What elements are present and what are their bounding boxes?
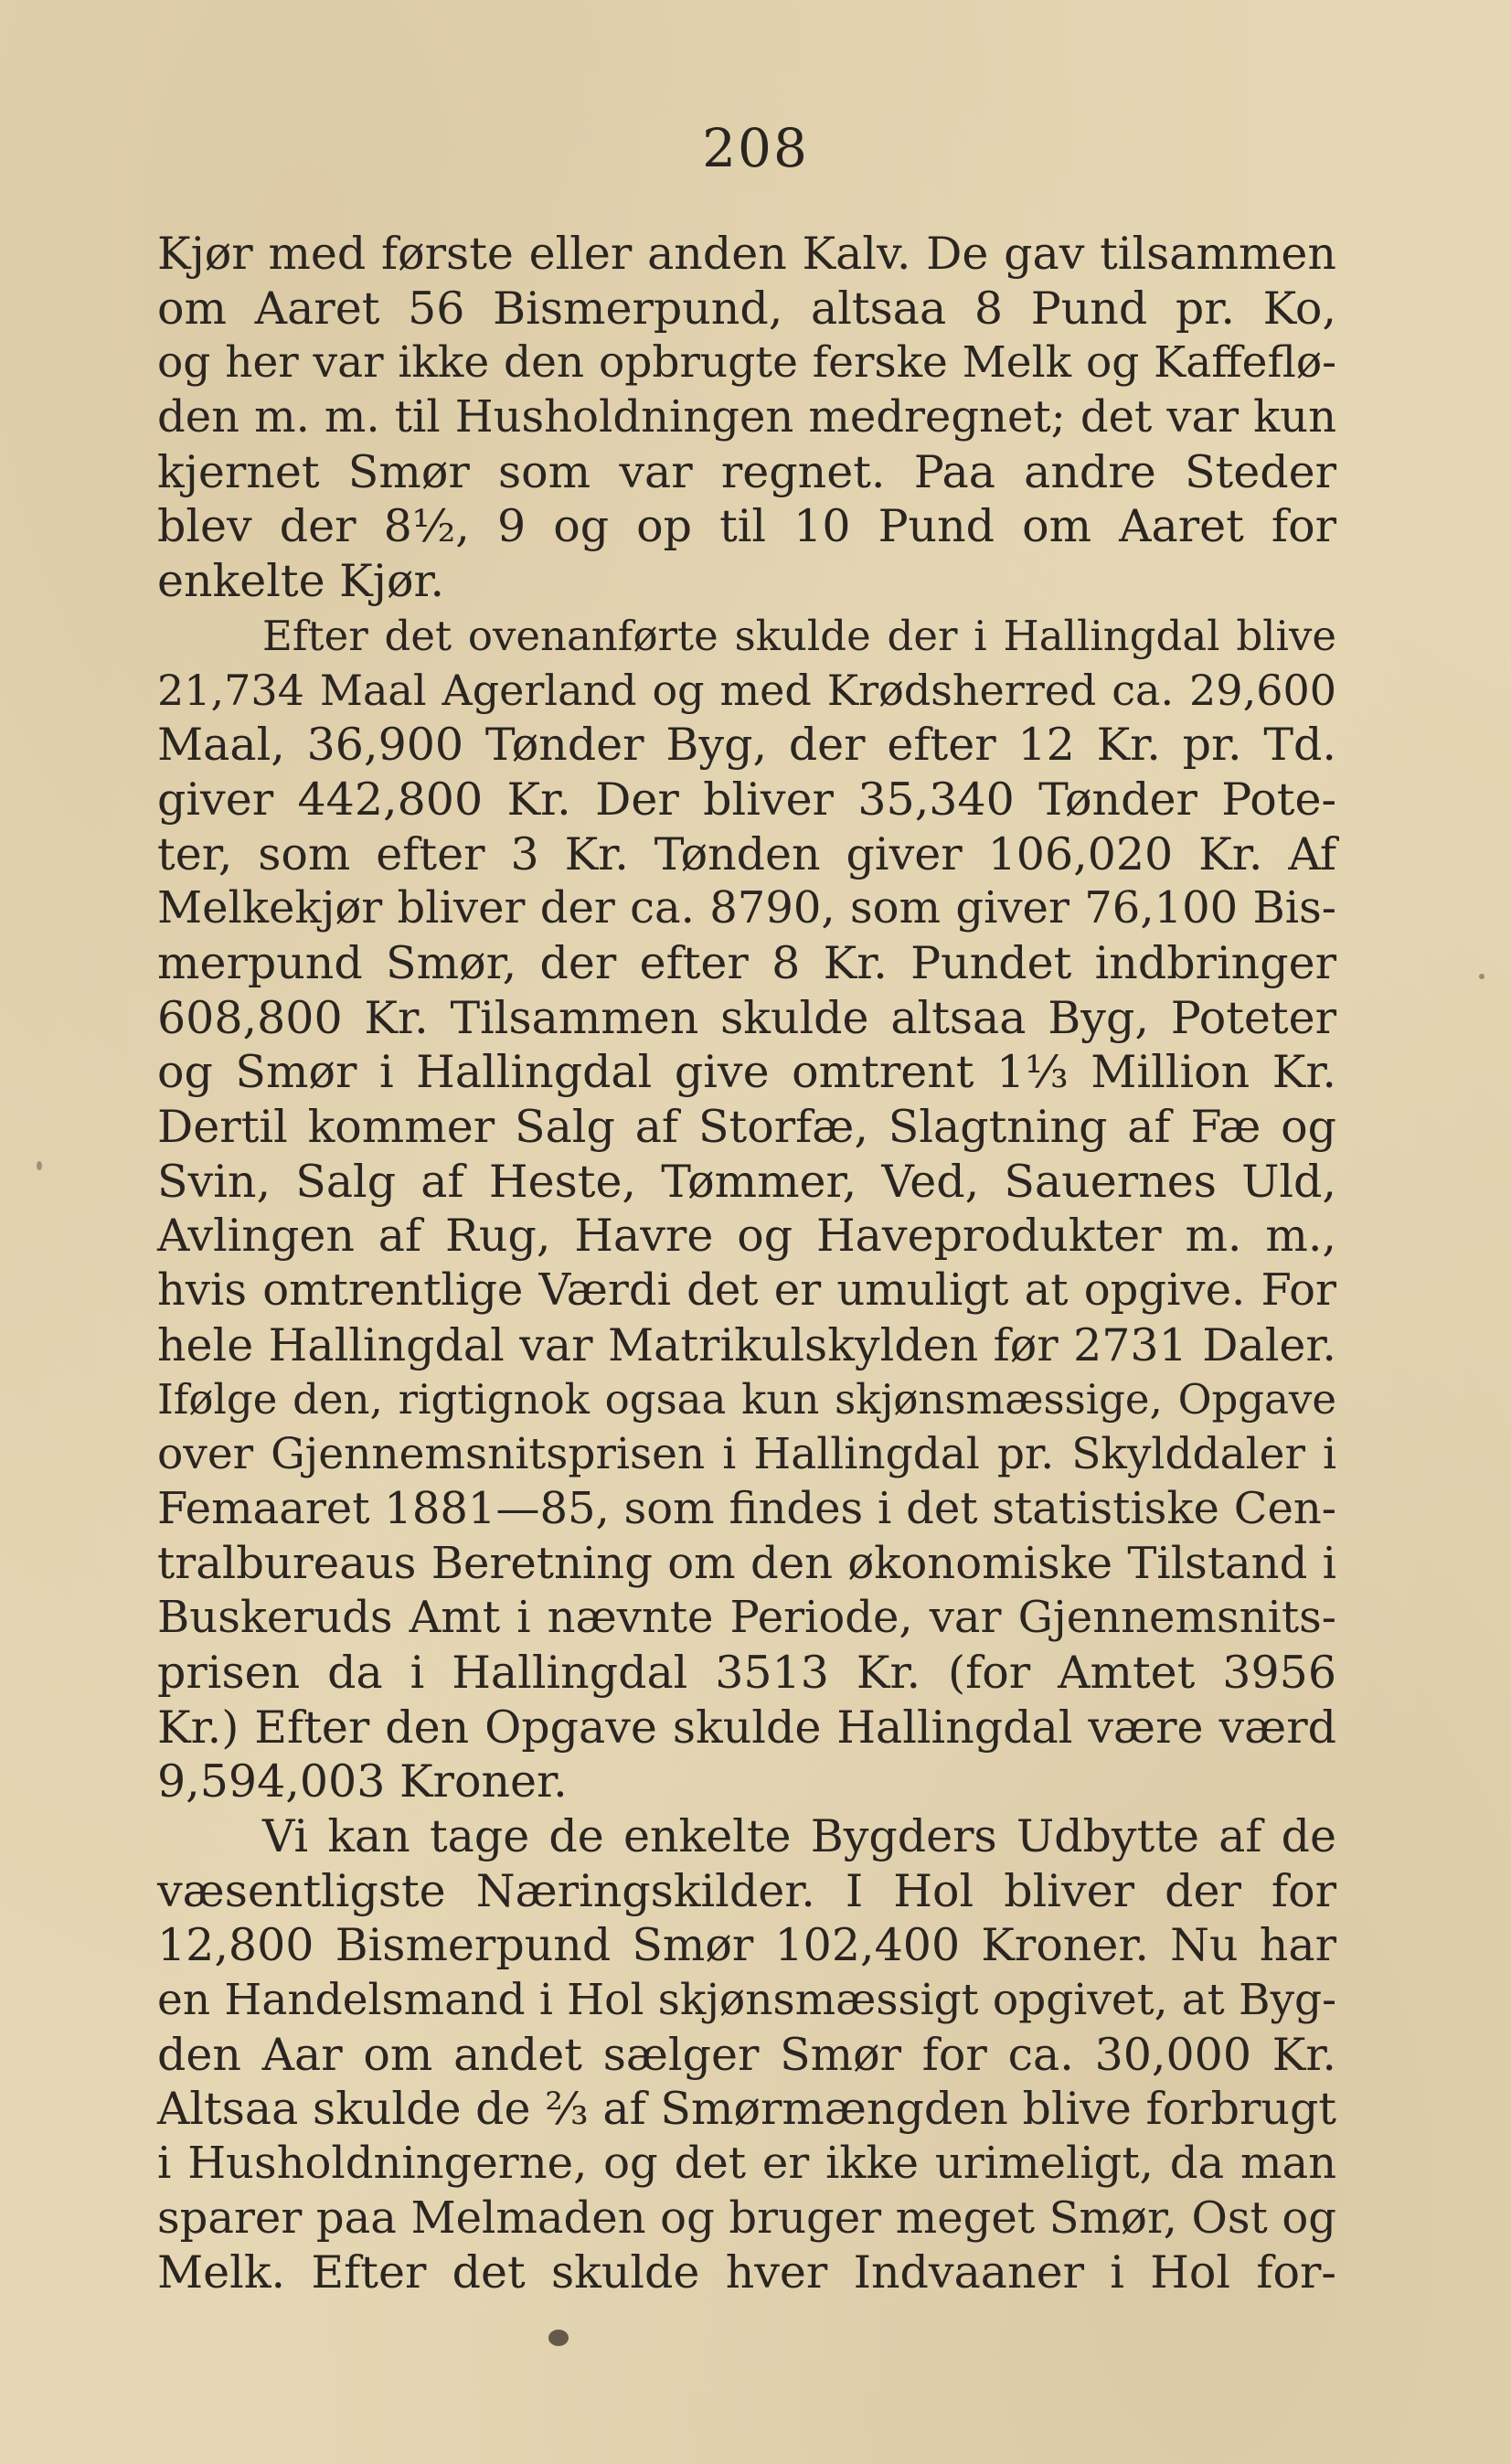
- text-line: Dertil kommer Salg af Storfæ, Slagtning af Fæ og: [157, 1101, 1336, 1153]
- text-line: 9,594,003 Kroner.: [157, 1755, 568, 1808]
- text-line: merpund Smør, der efter 8 Kr. Pundet indbringer: [157, 936, 1336, 989]
- text-line: sparer paa Melmaden og bruger meget Smør, Ost og: [157, 2192, 1336, 2244]
- text-line: Kr.) Efter den Opgave skulde Hallingdal være værd: [157, 1701, 1336, 1754]
- text-line: over Gjennemsnitsprisen i Hallingdal pr. Skylddaler i: [157, 1429, 1336, 1480]
- text-line: den Aar om andet sælger Smør for ca. 30,000 Kr.: [157, 2028, 1336, 2081]
- text-line: enkelte Kjør.: [157, 555, 445, 608]
- text-line: Svin, Salg af Heste, Tømmer, Ved, Sauernes Uld,: [157, 1155, 1336, 1208]
- text-line: ter, som efter 3 Kr. Tønden giver 106,020 Kr. Af: [157, 827, 1336, 880]
- text-line: i Husholdningerne, og det er ikke urimeligt, da man: [157, 2138, 1336, 2190]
- text-line: Melkekjør bliver der ca. 8790, som giver 76,100 Bis-: [157, 882, 1336, 934]
- text-line: prisen da i Hallingdal 3513 Kr. (for Amtet 3956: [157, 1646, 1336, 1699]
- text-line: Kjør med første eller anden Kalv. De gav tilsammen: [157, 228, 1336, 280]
- text-line: 12,800 Bismerpund Smør 102,400 Kroner. Nu har: [157, 1919, 1336, 1972]
- text-line: hele Hallingdal var Matrikulskylden før 2731 Daler.: [157, 1318, 1336, 1371]
- text-line: kjernet Smør som var regnet. Paa andre Steder: [157, 445, 1336, 498]
- text-line: 608,800 Kr. Tilsammen skulde altsaa Byg, Poteter: [157, 991, 1336, 1044]
- text-line: Vi kan tage de enkelte Bygders Udbytte af de: [262, 1809, 1336, 1862]
- text-line: tralbureaus Beretning om den økonomiske Tilstand i: [157, 1537, 1336, 1589]
- text-line: en Handelsmand i Hol skjønsmæssigt opgivet, at Byg-: [157, 1975, 1336, 2025]
- text-line: den m. m. til Husholdningen medregnet; det var kun: [157, 391, 1336, 443]
- text-line: Avlingen af Rug, Havre og Haveprodukter m. m.,: [157, 1210, 1336, 1263]
- text-line: Melk. Efter det skulde hver Indvaaner i Hol for-: [157, 2246, 1336, 2299]
- text-line: hvis omtrentlige Værdi det er umuligt at opgive. For: [157, 1264, 1336, 1317]
- text-line: Efter det ovenanførte skulde der i Hallingdal blive: [262, 611, 1336, 660]
- text-line: Maal, 36,900 Tønder Byg, der efter 12 Kr. pr. Td.: [157, 719, 1336, 772]
- ink-speck: [548, 2330, 569, 2346]
- text-line: giver 442,800 Kr. Der bliver 35,340 Tønder Pote-: [157, 773, 1336, 826]
- text-line: Altsaa skulde de ⅔ af Smørmængden blive forbrugt: [157, 2083, 1336, 2136]
- text-line: blev der 8½, 9 og op til 10 Pund om Aaret for: [157, 500, 1336, 553]
- text-line: Buskeruds Amt i nævnte Periode, var Gjennemsnits-: [157, 1592, 1336, 1644]
- body-text: [157, 227, 1336, 2300]
- text-line: Ifølge den, rigtignok ogsaa kun skjønsmæssige, Opgave: [157, 1375, 1336, 1424]
- text-line: og Smør i Hallingdal give omtrent 1⅓ Million Kr.: [157, 1046, 1336, 1099]
- text-line: Femaaret 1881—85, som findes i det statistiske Cen-: [157, 1482, 1336, 1534]
- text-line: 21,734 Maal Agerland og med Krødsherred ca. 29,600: [157, 665, 1336, 715]
- text-line: om Aaret 56 Bismerpund, altsaa 8 Pund pr. Ko,: [157, 282, 1336, 335]
- text-line: væsentligste Næringskilder. I Hol bliver der for: [157, 1864, 1336, 1917]
- page-number: 208: [702, 117, 809, 179]
- ink-speck: [37, 1161, 42, 1170]
- ink-speck: [1479, 974, 1484, 979]
- text-line: og her var ikke den opbrugte ferske Melk og Kaffeflø-: [157, 337, 1336, 389]
